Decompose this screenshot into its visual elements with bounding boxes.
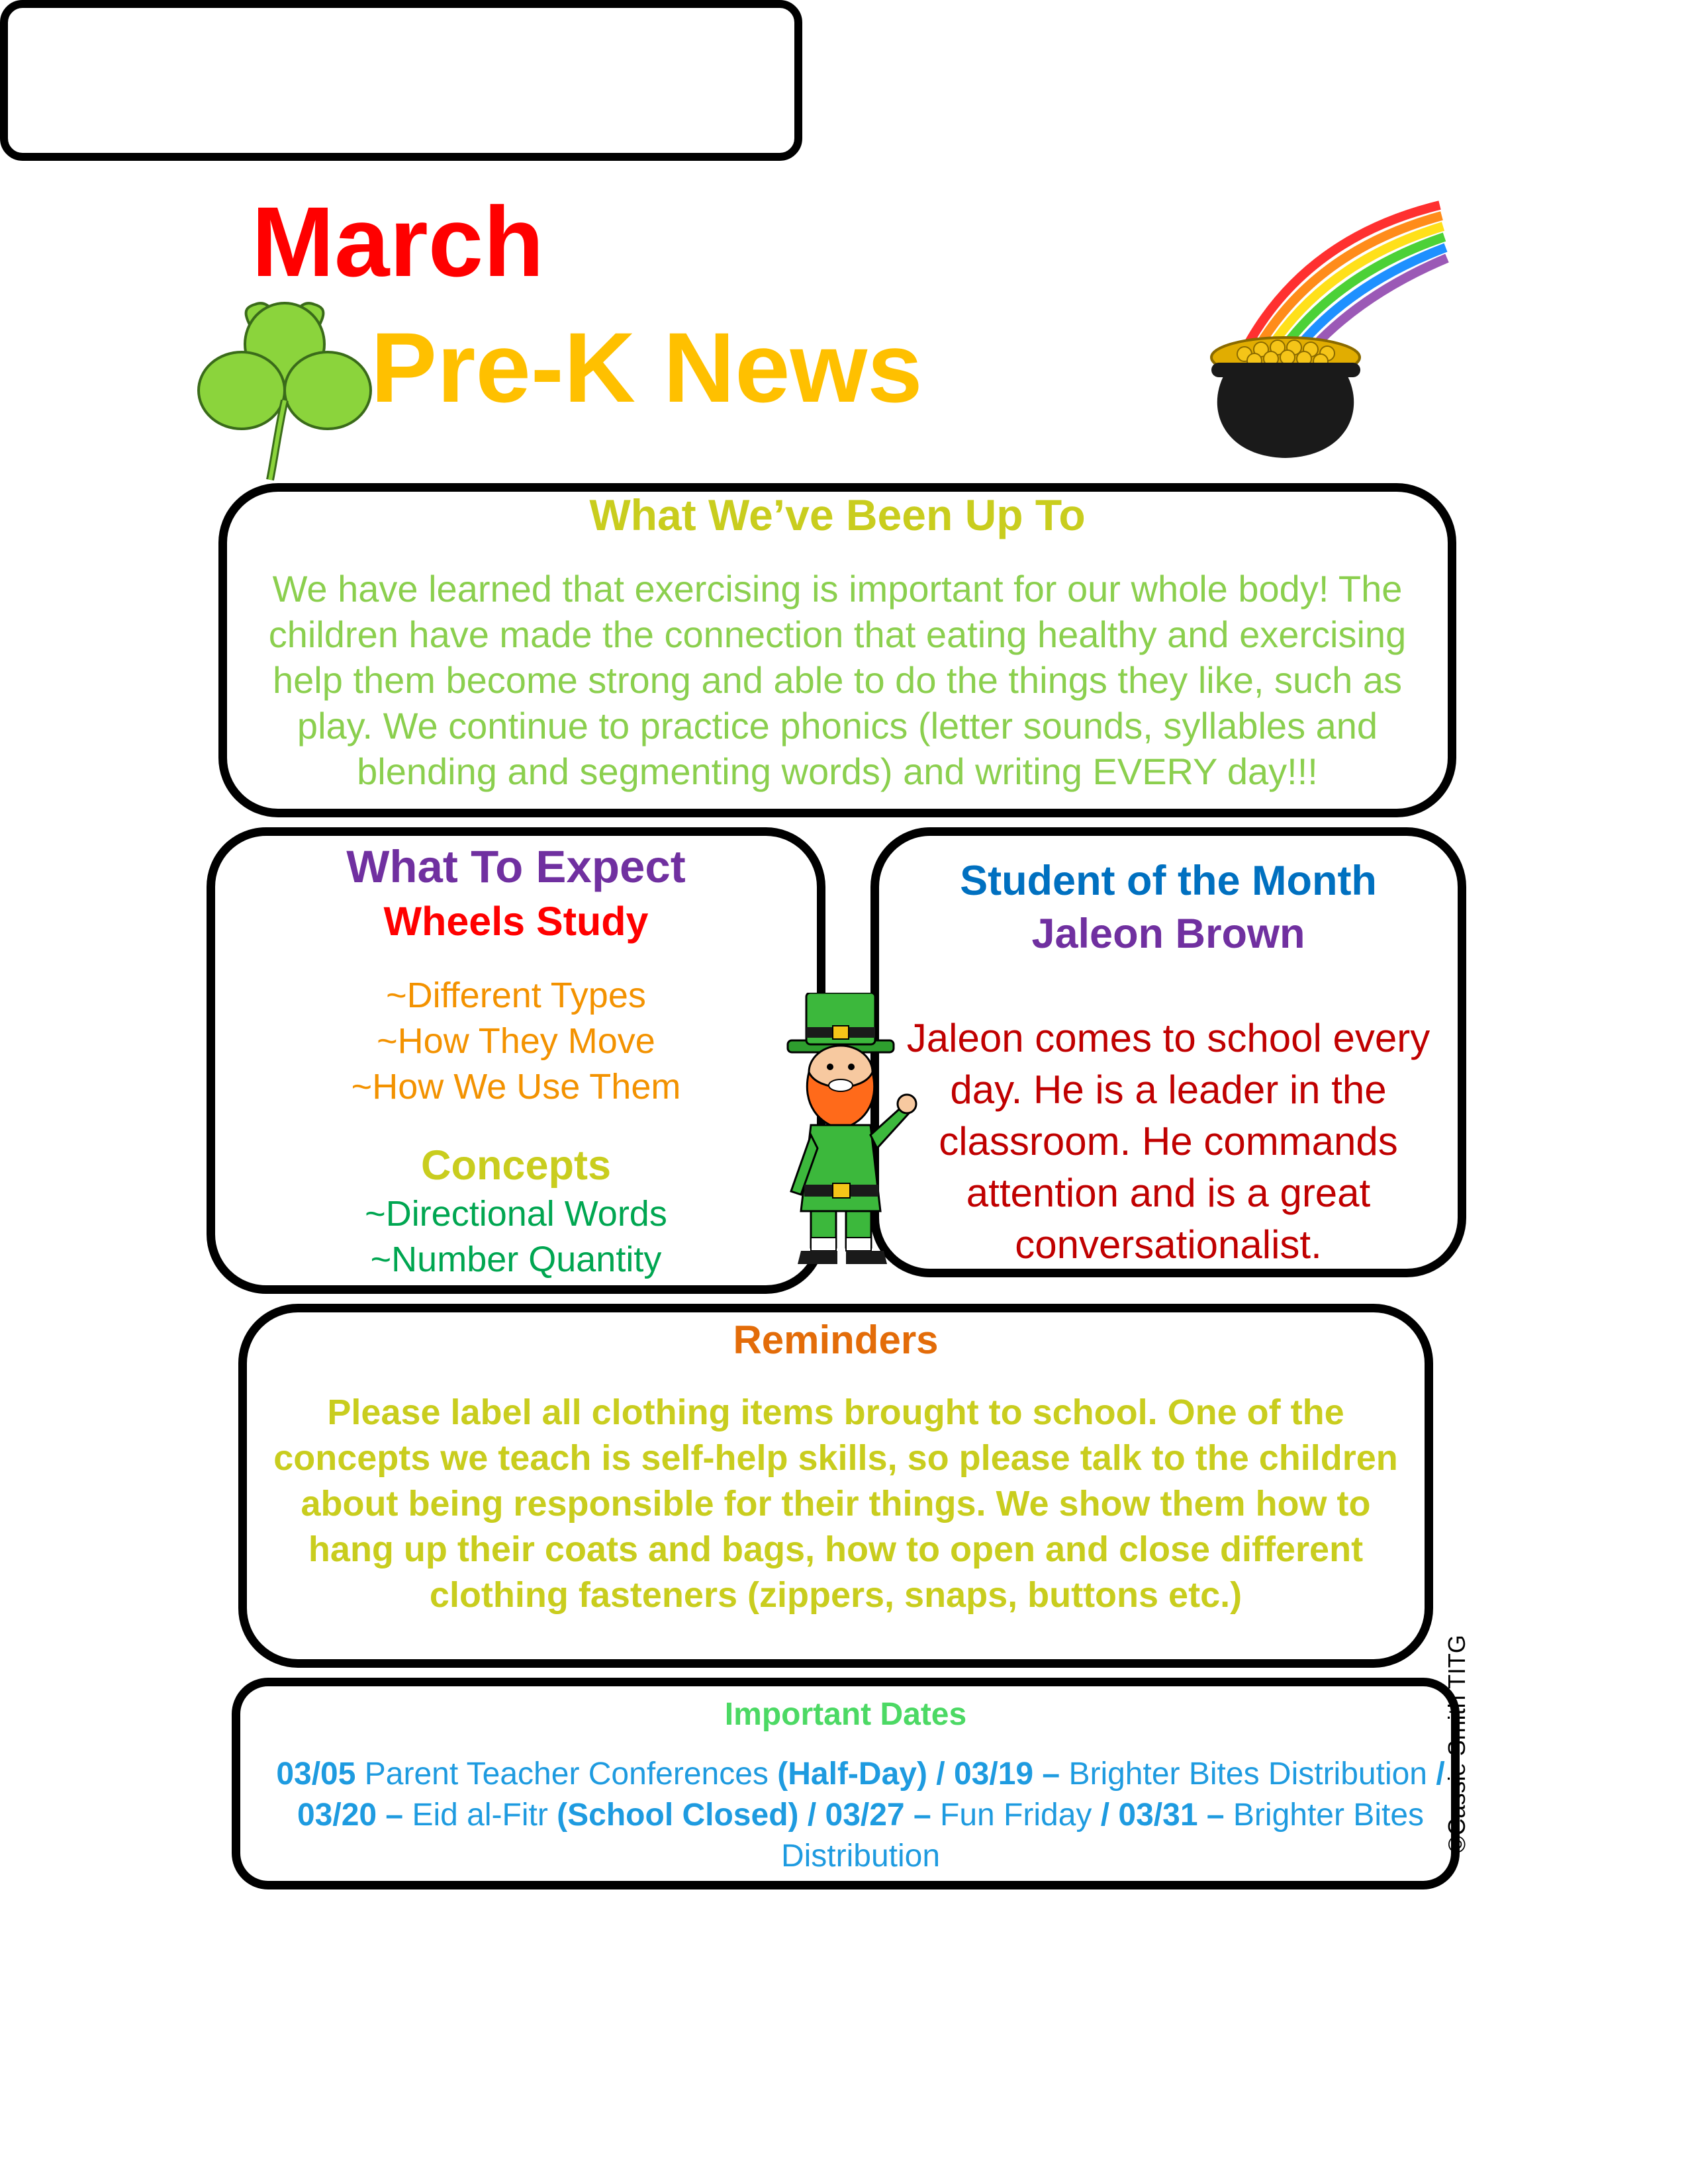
section-body: Jaleon comes to school every day. He is a leader in the classroom. He commands attention and is a great conversationalist. [906, 1016, 1430, 1267]
list-item: ~Directional Words [365, 1194, 667, 1234]
concepts-heading: Concepts [420, 1142, 612, 1189]
section-heading: Reminders [733, 1318, 939, 1362]
student-name: Jaleon Brown [1031, 911, 1305, 957]
date-label: (School Closed) / 03/27 – [557, 1797, 931, 1833]
list-item: ~How We Use Them [351, 1067, 681, 1107]
leprechaun-icon [774, 993, 920, 1277]
rainbow-pot-of-gold-icon [1205, 199, 1456, 470]
section-heading: Important Dates [724, 1697, 967, 1732]
important-dates-text [265, 1754, 1456, 1877]
event-text: Eid al-Fitr [403, 1797, 557, 1833]
date-label: 03/05 [276, 1756, 356, 1792]
study-topic-list [207, 973, 825, 1110]
list-item: ~Different Types [386, 976, 646, 1015]
section-heading: What We’ve Been Up To [589, 490, 1086, 539]
event-text: Brighter Bites Distribution [1060, 1756, 1436, 1792]
shamrock-icon [192, 291, 377, 483]
newsletter-title: Pre-K News [371, 312, 923, 423]
date-label: (Half-Day) / 03/19 – [777, 1756, 1060, 1792]
month-heading: March [252, 186, 544, 297]
event-text: Brighter Bites Distribution [780, 1797, 1425, 1874]
study-title: Wheels Study [383, 899, 649, 944]
section-body: We have learned that exercising is important for our whole body! The children have made the connection that eating healthy and exercising help them become strong and able to do the things they like, such as play. We continue to practice phonics (letter sounds, syllables and blending and segmenting words) and writing EVERY day!!! [268, 568, 1407, 792]
section-heading: What To Expect [346, 841, 686, 892]
section-body: Please label all clothing items brought to school. One of the concepts we teach is self-help skills, so please talk to the children about being responsible for their things. We show them how to hang up their coats and bags, how to open and close different clothing fasteners (zippers, snaps, buttons etc.) [273, 1392, 1398, 1615]
section-heading: Student of the Month [960, 858, 1377, 904]
date-label: / 03/20 – [297, 1756, 1445, 1833]
title-box [0, 0, 802, 161]
date-label: / 03/31 – [1100, 1797, 1225, 1833]
concepts-list [207, 1191, 825, 1283]
event-text: Fun Friday [931, 1797, 1101, 1833]
list-item: ~How They Move [377, 1021, 655, 1061]
list-item: ~Number Quantity [370, 1240, 662, 1279]
copyright-notice: ©Cassie Smith TITG [1443, 1635, 1470, 1853]
event-text: Parent Teacher Conferences [355, 1756, 778, 1792]
